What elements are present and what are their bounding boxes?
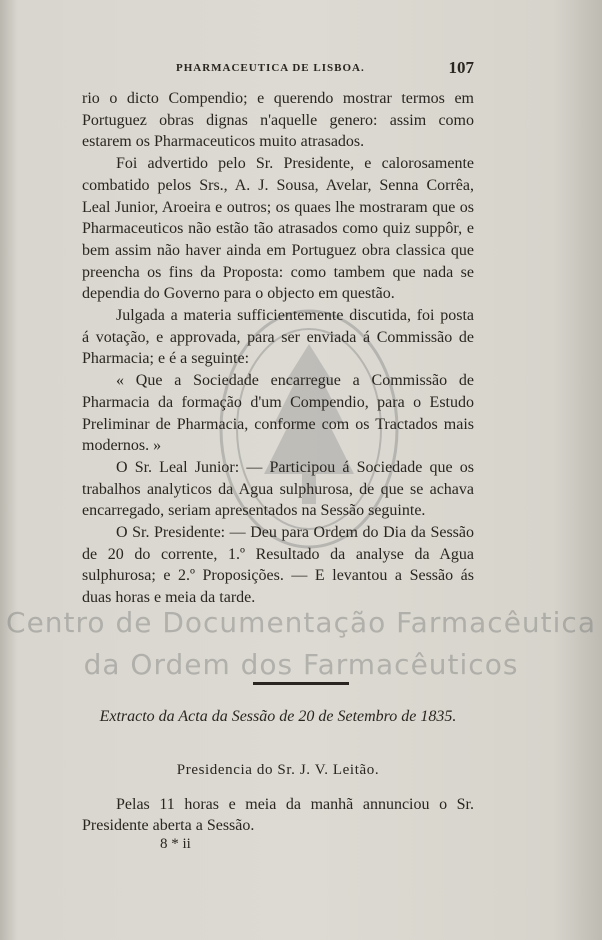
paragraph: O Sr. Leal Junior: — Participou á Sociedade que os trabalhos analyticos da Agua sulphurosa, de que se achava encarregado, seriam apresentados na Sessão seguinte.	[82, 458, 474, 520]
body-text	[82, 88, 474, 609]
printer-signature: 8 * ii	[160, 836, 191, 852]
section-title: Extracto da Acta da Sessão de 20 de Setembro de 1835.	[99, 708, 457, 725]
paragraph: Pelas 11 horas e meia da manhã annunciou o Sr. Presidente aberta a Sessão.	[82, 796, 474, 834]
running-header	[176, 58, 474, 77]
watermark-line-2: da Ordem dos Farmacêuticos	[83, 648, 519, 681]
watermark-line-1: Centro de Documentação Farmacêutica	[6, 606, 596, 639]
paragraph: O Sr. Presidente: — Deu para Ordem do Dia da Sessão de 20 do corrente, 1.º Resultado da analyse da Agua sulphurosa; e 2.º Proposições. — E levantou a Sessão ás duas horas e meia da tarde.	[82, 524, 474, 607]
running-title: PHARMACEUTICA DE LISBOA.	[176, 62, 365, 74]
paragraph-continued: rio o dicto Compendio; e querendo mostrar termos em Portuguez obras dignas n'aquelle genero: assim como estarem os Pharmaceuticos muito atrasados.	[82, 90, 474, 151]
page-number: 107	[448, 58, 474, 77]
paragraph-quote: « Que a Sociedade encarregue a Commissão de Pharmacia da formação d'um Compendio, para o Estudo Preliminar de Pharmacia, conforme com os Tractados mais modernos. »	[82, 372, 474, 455]
section-divider	[253, 682, 349, 685]
paragraph: Julgada a materia sufficientemente discutida, foi posta á votação, e approvada, para ser enviada á Commissão de Pharmacia; e é a seguinte:	[82, 307, 474, 368]
presidency-line: Presidencia do Sr. J. V. Leitão.	[176, 762, 380, 778]
paragraph: Foi advertido pelo Sr. Presidente, e calorosamente combatido pelos Srs., A. J. Sousa, Avelar, Senna Corrêa, Leal Junior, Aroeira e outros; os quaes lhe mostraram que os Pharmaceuticos não estão tão atrasados como quiz suppôr, e bem assim não haver ainda em Portuguez obra classica que preencha os fins da Proposta: como tambem que nada se dependia do Governo para o objecto em questão.	[82, 155, 474, 303]
